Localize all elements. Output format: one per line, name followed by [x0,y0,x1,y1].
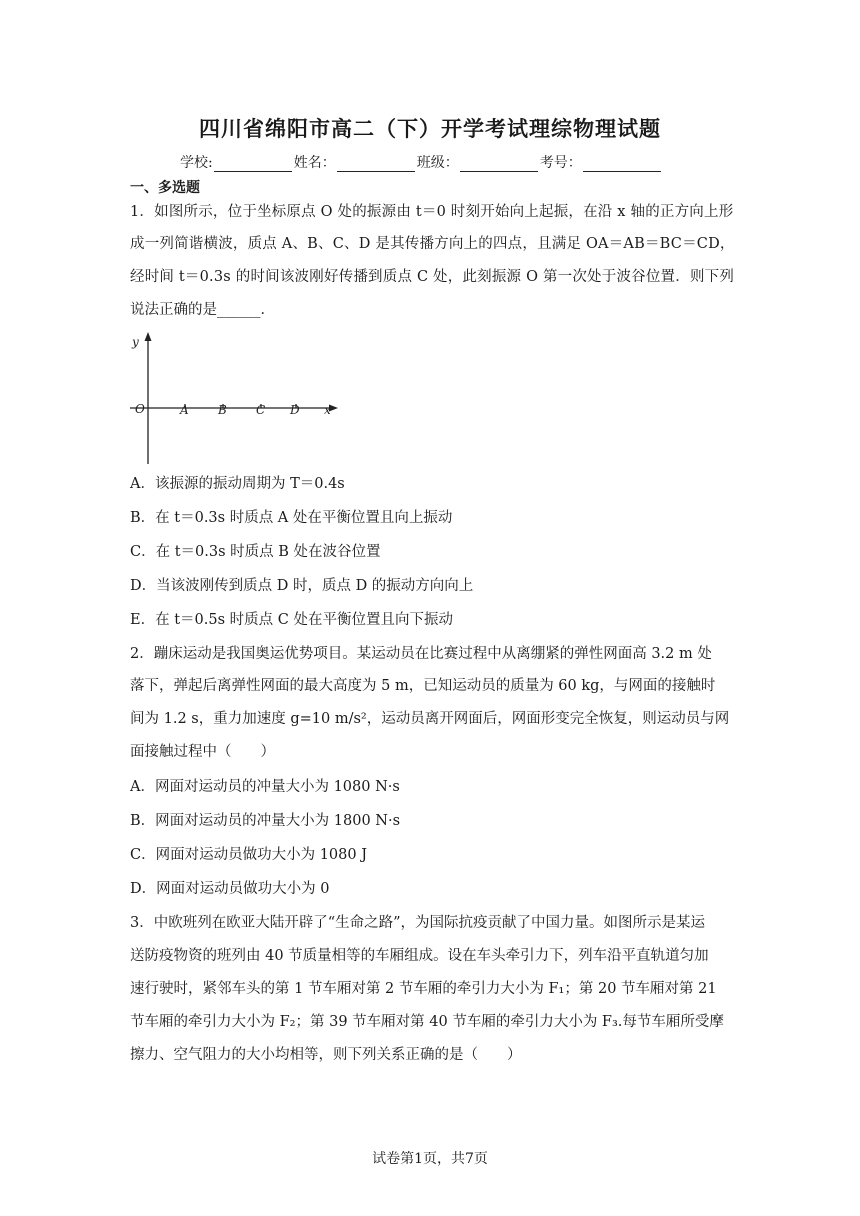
class-blank[interactable] [460,157,538,172]
q1-line-2: 成一列简谐横波，质点 A、B、C、D 是其传播方向上的四点，且满足 OA＝AB＝BC＝CD， [130,236,735,252]
q1-line-4: 说法正确的是______． [130,302,275,318]
q3-line-5: 擦力、空气阻力的大小均相等，则下列关系正确的是（ ） [130,1047,522,1063]
wave-axis-figure [128,328,343,468]
name-blank[interactable] [337,157,415,172]
point-c-label: C [256,403,266,417]
q1-option-c: C．在 t＝0.3s 时质点 B 处在波谷位置 [130,544,381,560]
q2-line-4: 面接触过程中（ ） [130,744,275,760]
point-d-label: D [290,403,300,417]
q1-line-1: 1．如图所示，位于坐标原点 O 处的振源由 t＝0 时刻开始向上起振，在沿 x 轴的正方向上形 [130,204,734,220]
number-label: 考号： [539,155,582,171]
q1-option-a: A．该振源的振动周期为 T＝0.4s [130,476,345,492]
q3-line-4: 节车厢的牵引力大小为 F₂；第 39 节车厢对第 40 节车厢的牵引力大小为 F₃.每节车厢所受摩 [130,1014,724,1030]
class-label: 班级： [416,155,459,171]
q2-option-c: C．网面对运动员做功大小为 1080 J [130,847,368,863]
page-footer: 试卷第1页，共7页 [372,1151,488,1167]
name-label: 姓名： [293,155,336,171]
y-arrow [145,332,152,341]
school-blank[interactable] [214,157,292,172]
q2-line-2: 落下，弹起后离弹性网面的最大高度为 5 m，已知运动员的质量为 60 kg，与网面的接触时 [130,678,716,694]
q1-option-b: B．在 t＝0.3s 时质点 A 处在平衡位置且向上振动 [130,510,453,526]
y-label: y [132,335,139,349]
page-title: 四川省绵阳市高二（下）开学考试理综物理试题 [199,117,661,141]
q1-option-d: D．当该波刚传到质点 D 时，质点 D 的振动方向向上 [130,578,474,594]
origin-label: O [135,402,145,416]
q3-line-3: 速行驶时，紧邻车头的第 1 节车厢对第 2 节车厢的牵引力大小为 F₁；第 20 节车厢对第 21 [130,981,717,997]
q1-option-e: E．在 t＝0.5s 时质点 C 处在平衡位置且向下振动 [130,612,453,628]
q2-option-b: B．网面对运动员的冲量大小为 1800 N·s [130,813,401,829]
q2-line-3: 间为 1.2 s，重力加速度 g=10 m/s²，运动员离开网面后，网面形变完全恢复，则运动员与网 [130,711,730,727]
school-label: 学校: [180,155,213,171]
x-label: x [324,403,331,417]
q3-line-2: 送防疫物资的班列由 40 节质量相等的车厢组成。设在车头牵引力下，列车沿平直轨道匀加 [130,948,709,964]
number-blank[interactable] [583,157,661,172]
point-b-label: B [218,403,227,417]
q2-option-d: D．网面对运动员做功大小为 0 [130,881,330,897]
point-a-label: A [180,403,189,417]
student-info-row [180,152,663,172]
q1-line-3: 经时间 t＝0.3s 的时间该波刚好传播到质点 C 处，此刻振源 O 第一次处于波谷位置．则下列 [130,269,735,285]
q2-line-1: 2．蹦床运动是我国奥运优势项目。某运动员在比赛过程中从离绷紧的弹性网面高 3.2 m 处 [130,646,712,662]
q2-option-a: A．网面对运动员的冲量大小为 1080 N·s [130,779,400,795]
section-heading: 一、多选题 [130,180,200,196]
q3-line-1: 3．中欧班列在欧亚大陆开辟了“生命之路”，为国际抗疫贡献了中国力量。如图所示是某运 [130,915,706,931]
